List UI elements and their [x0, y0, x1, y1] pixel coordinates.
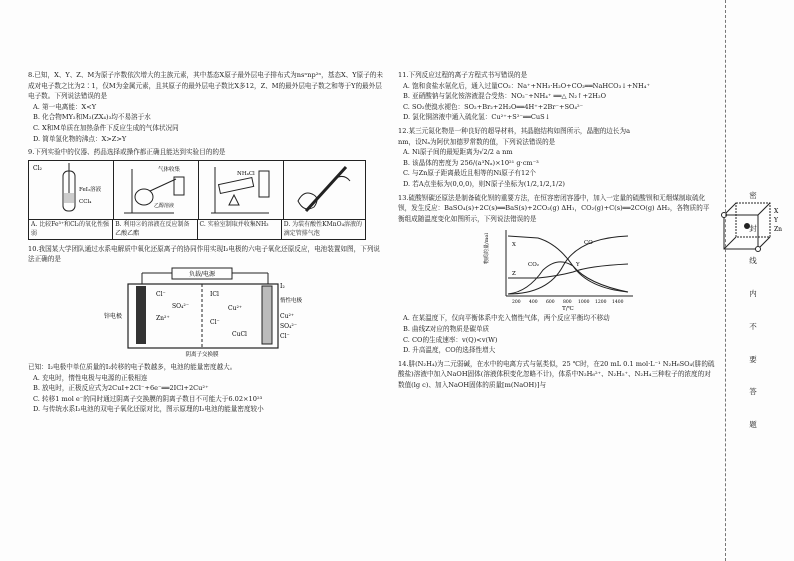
label-nh4cl: NH₄Cl	[237, 170, 255, 177]
experiment-c-figure	[199, 161, 284, 219]
question-14	[398, 359, 716, 391]
x-tick-800: 800	[563, 300, 572, 306]
question-8-option-b: B. 化合物MY₂和M₂(ZX₄)₃均不易溶于水	[33, 113, 151, 122]
question-12-option-a: A. Ni原子间的最短距离为√2/2 a nm	[403, 148, 513, 157]
question-13-option-d: D. 升高温度，CO的选择性增大	[403, 346, 496, 355]
question-10-option-d: D. 与传统水系I₂电池的双电子氧化还原对比，图示原理的I₂电池的能量密度较小	[33, 405, 264, 414]
ion-mid-4: CuCl	[232, 330, 247, 338]
experiment-figures	[28, 160, 366, 220]
seal-char-2: 封	[749, 223, 757, 233]
inert-electrode-label: 惰性电极	[280, 297, 303, 304]
question-11-option-c: C. SO₂使溴水褪色：SO₂+Br₂+2H₂O══4H⁺+2Br⁻+SO₄²⁻	[403, 102, 584, 111]
seal-char-6: 要	[749, 354, 757, 364]
seal-char-5: 不	[749, 321, 757, 331]
x-tick-1400: 1400	[612, 300, 624, 306]
label-ccl4: CCl₄	[79, 198, 92, 205]
x-tick-1000: 1000	[578, 300, 590, 306]
curve-x	[508, 236, 628, 292]
right-column	[398, 70, 716, 393]
curve-label-z: Z	[512, 271, 516, 278]
experiment-captions	[28, 219, 366, 240]
seal-char-4: 内	[749, 289, 757, 299]
x-tick-600: 600	[546, 300, 555, 306]
seal-char-3: 线	[749, 256, 757, 266]
experiment-caption-a: A. 比较Fe³⁺和Cl₂的氧化性强弱	[29, 219, 113, 239]
label-gas-collect: 气体收集	[158, 166, 181, 173]
curve-label-co: CO	[584, 240, 593, 247]
chart-y-label: 物质的量/mol	[484, 233, 490, 265]
question-14-stem: 14.肼(N₂H₄)为二元弱碱，在水中的电离方式与氨类似，25 ℃时，在20 mL 0.1 mol·L⁻¹ N₂H₆SO₄(肼的硫酸盐)溶液中加入NaOH固体(溶液体积变化忽略不计)，体系中N₂H₆²⁺、N₂H₅⁺、N₂H₄三种粒子的浓度的对数值(lg c)、加入NaOH固体的质量[m(NaOH)]与	[398, 359, 715, 389]
zinc-electrode-label: 锌电极	[104, 312, 123, 320]
question-10-option-a: A. 充电时，惰性电极与电源的正极相连	[33, 373, 148, 382]
question-13-option-c: C. CO的生成速率：v(Q)<v(W)	[403, 335, 498, 344]
legend-zn: Zn	[774, 226, 783, 233]
question-11	[398, 70, 716, 123]
question-12-option-c: C. 与Zn原子距离最近且相等的Ni原子有12个	[403, 169, 537, 178]
ion-right-4: Cl⁻	[280, 332, 290, 340]
question-12-stem: 12.某三元氮化物是一种良好的超导材料，其晶胞结构如图所示，晶胞的边长为a nm，设Nₐ为阿伏加德罗常数的值，下列说法错误的是	[398, 126, 631, 146]
curve-label-co2: CO₂	[528, 262, 539, 269]
question-12-option-d: D. 若A点坐标为(0,0,0)，则N原子坐标为(1/2,1/2,1/2)	[403, 179, 565, 188]
question-13-stem: 13.硫酸钡碳还原法是制备硫化钡的重要方法，在恒容密闭容器中，加入一定量的硫酸钡和无烟煤制取硫化钡，发生反应：BaSO₄(s)+2C(s)══BaS(s)+2CO₂(g) ΔH₁，CO₂(g)+C(s)══2CO(g) ΔH₂，各物质的平衡组成随温度变化如图所示，下列说法错误的是	[398, 193, 710, 223]
seal-char-1: 密	[749, 191, 757, 200]
question-8-option-d: D. 简单氢化物的沸点：X>Z>Y	[33, 134, 127, 143]
seal-char-8: 题	[749, 419, 757, 429]
curve-label-x: X	[512, 242, 516, 249]
question-10	[28, 244, 384, 415]
curve-label-y: Y	[576, 262, 580, 269]
question-8-option-c: C. X和M单质在加热条件下反应生成的气体状况同	[33, 123, 179, 132]
ion-right-1: I₂	[280, 282, 285, 290]
question-10-stem: 10.我国某大学团队通过水系电解质中氧化还原离子的协同作用实现I₂电极的六电子氧化还原反应，电池装置如图，下列说法正确的是	[28, 244, 381, 264]
label-ethanol: 乙醇溶液	[154, 202, 175, 209]
ion-left-2: Zn²⁺	[156, 314, 170, 322]
x-tick-1200: 1200	[595, 300, 607, 306]
experiment-caption-b: B. 利用②的溶液在反应制备乙酸乙酯	[113, 219, 197, 239]
question-13-option-a: A. 在某温度下，仅向平衡体系中充入惰性气体，两个反应平衡均不移动	[403, 314, 610, 323]
question-11-option-a: A. 饱和食盐水氨化后，通入过量CO₂：Na⁺+NH₃·H₂O+CO₂══NaHCO₃↓+NH₄⁺	[403, 81, 650, 90]
ion-mid-3: Cl⁻	[210, 318, 220, 326]
question-9	[28, 147, 384, 240]
x-tick-200: 200	[512, 300, 521, 306]
legend-x: X	[774, 208, 779, 215]
experiment-caption-c: C. 实验室制取并收集NH₃	[198, 219, 282, 239]
question-9-stem: 9.下列实验中的仪器、药品选择或操作都正确且能达到实验目的的是	[28, 148, 226, 157]
question-13	[398, 193, 716, 356]
chart-x-label: T/℃	[562, 306, 574, 313]
question-11-option-b: B. 亚硝酸钠与氯化铵溶液混合受热：NO₂⁻+NH₄⁺ ══△ N₂↑+2H₂O	[403, 92, 607, 101]
ion-right-2: Cu²⁺	[280, 312, 295, 320]
ion-mid-2: Cu²⁺	[228, 304, 243, 312]
experiment-a-figure	[29, 161, 114, 219]
question-8	[28, 70, 384, 144]
ion-right-3: SO₄²⁻	[280, 322, 298, 330]
question-11-option-d: D. 氯化铜溶液中通入硫化氢：Cu²⁺+S²⁻══CuS↓	[403, 113, 551, 122]
ion-mid-1: ICl	[210, 290, 219, 298]
experiment-b-figure	[114, 161, 199, 219]
question-12	[398, 126, 716, 190]
question-12-option-b: B. 该晶体的密度为 256/(a³Nₐ)×10²¹ g·cm⁻³	[403, 158, 539, 167]
label-cl2: Cl₂	[33, 164, 42, 172]
label-fei2: FeI₂溶液	[79, 186, 102, 193]
question-8-stem: 8.已知，X、Y、Z、M为原子序数依次增大的主族元素，其中基态X原子最外层电子排布式为nsⁿnp²ⁿ，基态X、Y原子的未成对电子数之比为2∶1，仅M为金属元素，且其原子的最外层电子数比X多12，Z、M的最外层电子数之和等于Y的最外层电子数。下列说法错误的是	[28, 71, 383, 101]
ion-left-3: SO₄²⁻	[172, 302, 190, 310]
question-10-option-c: C. 转移1 mol e⁻的同时通过阴离子交换膜的阴离子数目不可能大于6.02×10²³	[33, 394, 263, 403]
left-column	[28, 70, 384, 418]
membrane-label: 阴离子交换膜	[185, 351, 219, 358]
question-10-note: 已知：I₂电极中单位质量的I₂转移的电子数越多，电池的能量密度越大。	[28, 362, 237, 371]
x-tick-400: 400	[529, 300, 538, 306]
seal-notice	[746, 190, 760, 430]
question-11-stem: 11.下列反应过程的离子方程式书写错误的是	[398, 71, 528, 79]
power-source-label: 负载/电源	[188, 270, 216, 278]
experiment-caption-d: D. 为装有酸性KMnO₄溶液的滴定管排气泡	[283, 220, 362, 237]
experiment-d-figure	[284, 161, 368, 219]
curve-z	[508, 264, 628, 278]
legend-y: Y	[774, 217, 778, 224]
question-10-option-b: B. 放电时，正极反应式为2CuI+2Cl⁻+6e⁻══2ICl+2Cu²⁺	[33, 384, 209, 393]
binding-line	[725, 0, 727, 561]
question-13-option-b: B. 曲线Z对应的物质是碳单质	[403, 324, 490, 333]
question-8-option-a: A. 第一电离能：X<Y	[33, 102, 97, 111]
seal-char-7: 答	[749, 387, 757, 397]
ion-left-1: Cl⁻	[156, 290, 166, 298]
battery-diagram	[98, 268, 318, 358]
equilibrium-chart	[484, 226, 638, 313]
